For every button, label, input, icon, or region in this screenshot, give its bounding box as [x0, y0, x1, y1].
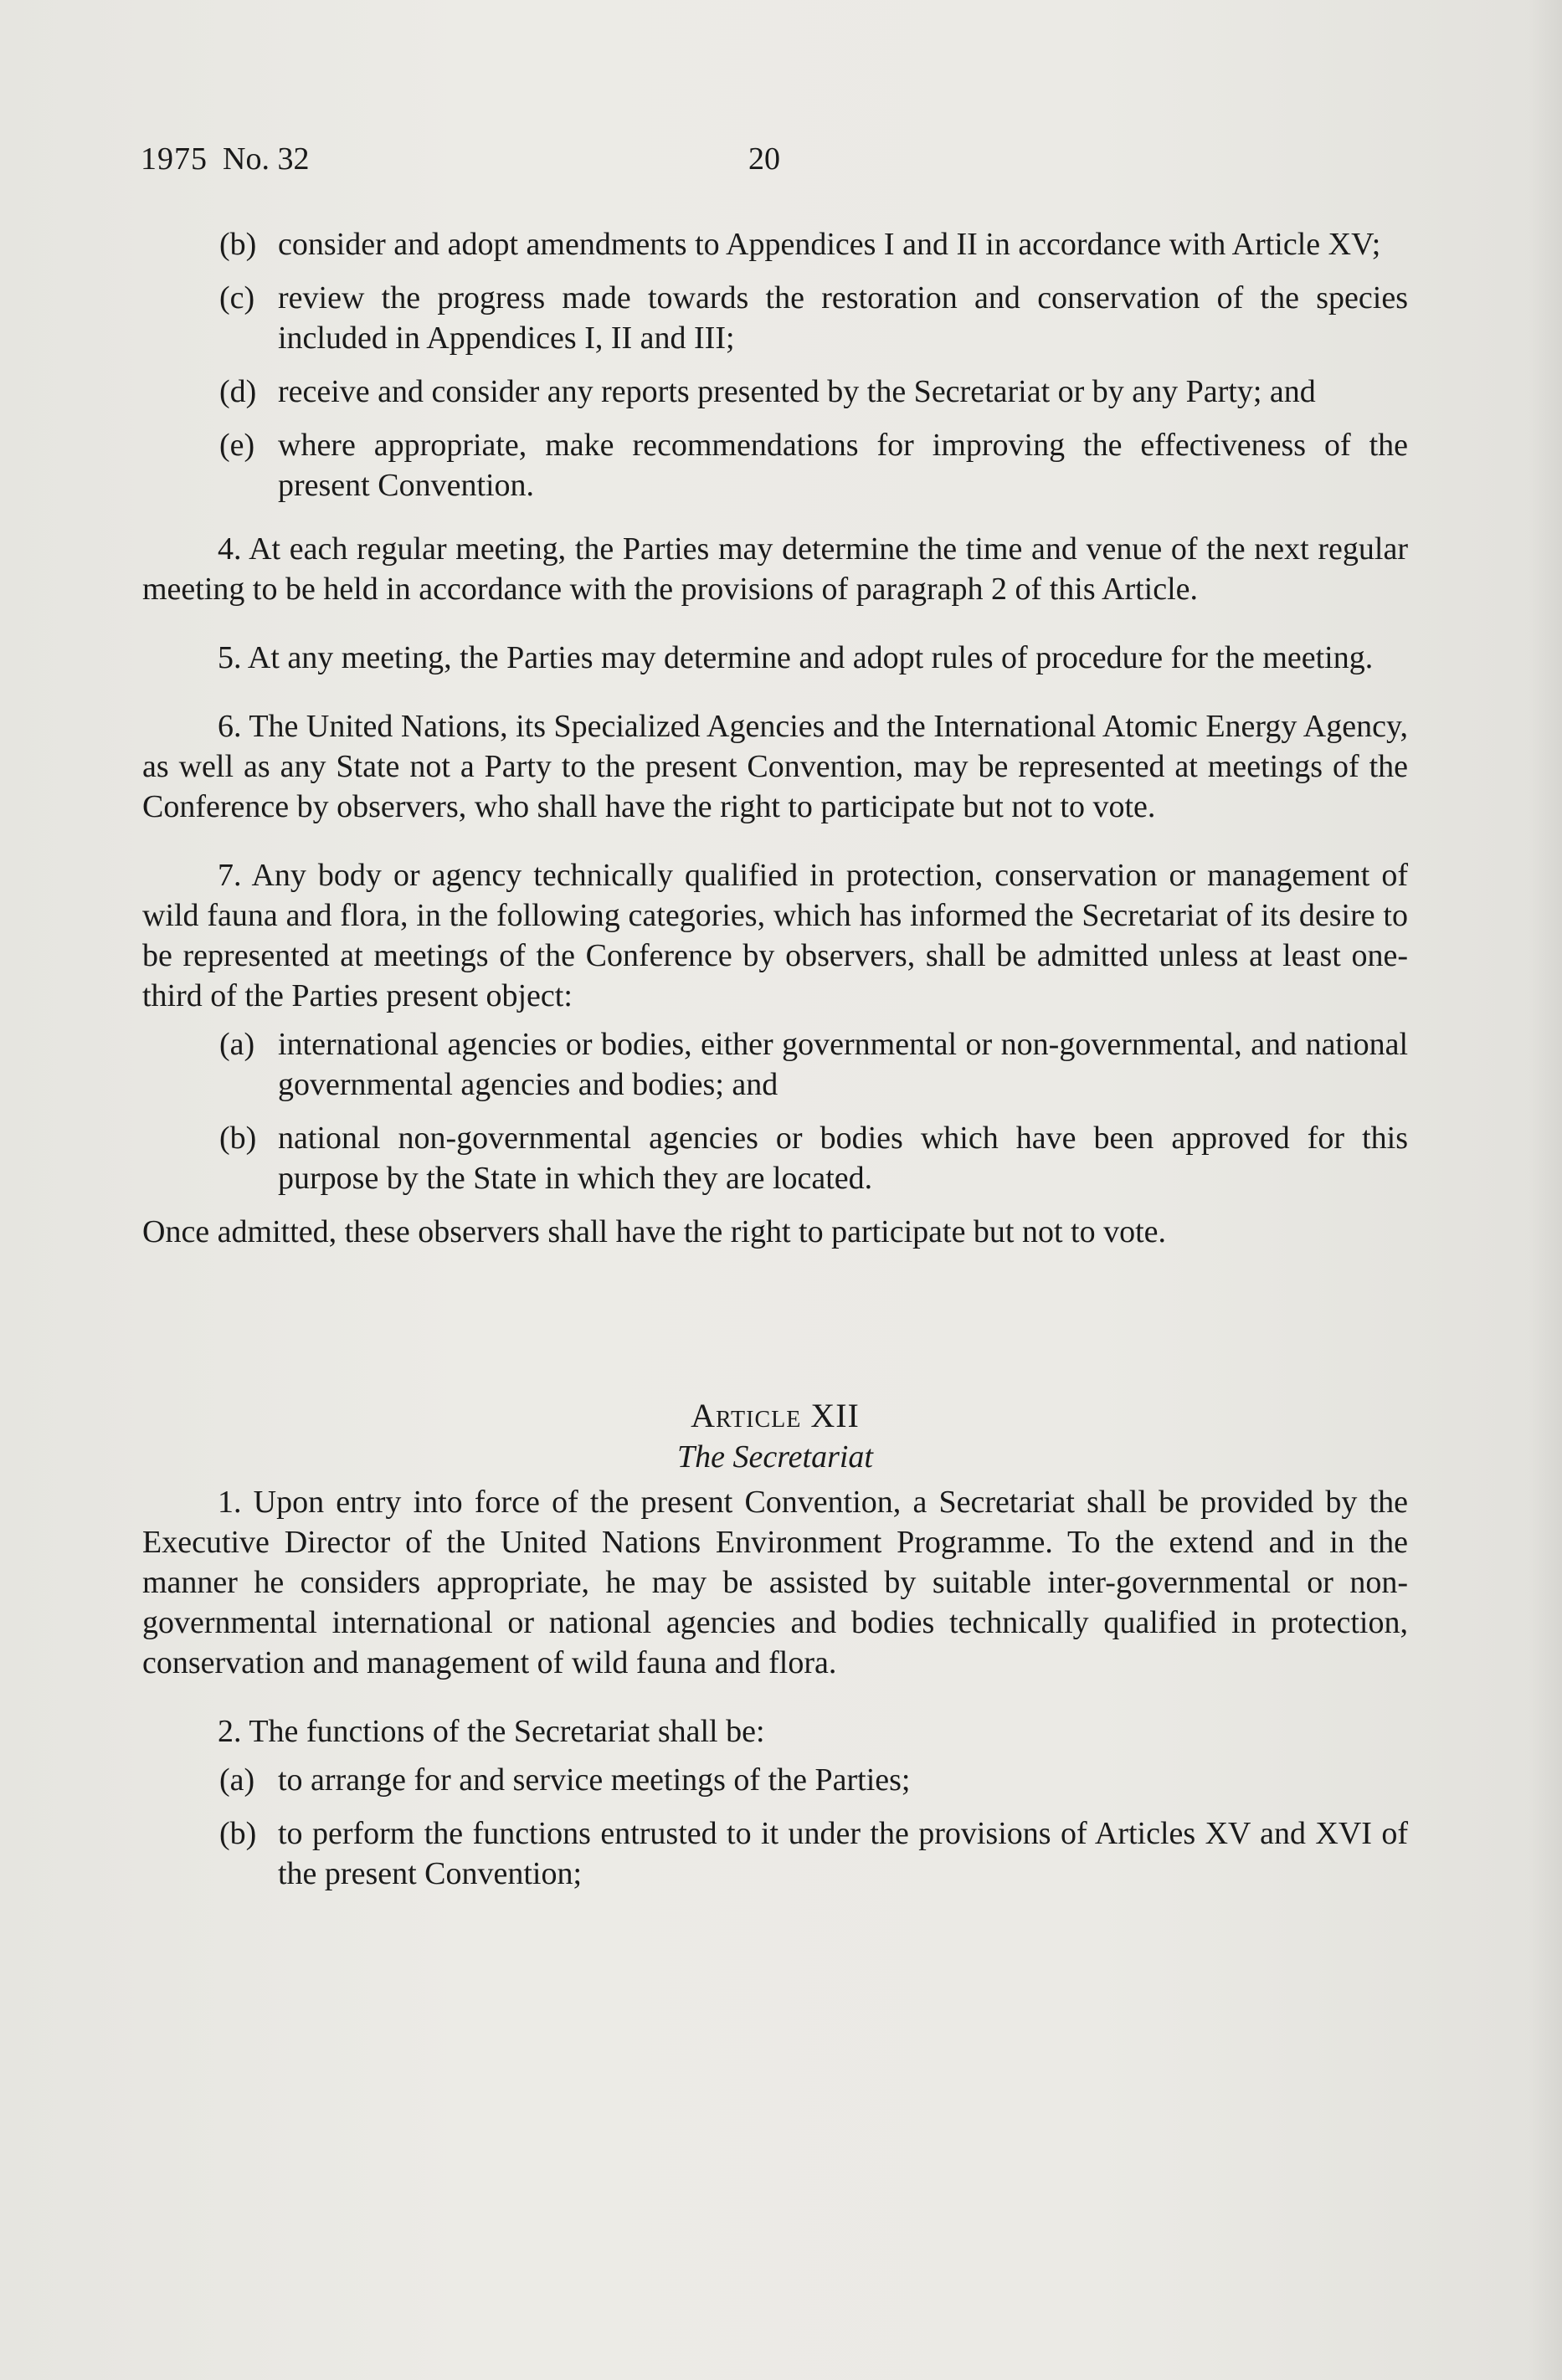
article-title: The Secretariat	[677, 1439, 873, 1475]
list-item	[142, 1813, 1408, 1894]
paragraph-7: 7. Any body or agency technically qualified in protection, conservation or management of wild fauna and flora, in the following categories, which has informed the Secretariat of its desire to be represented at meetings of the Conference by observers, shall be admitted unless at least one-third of the Parties present object:	[142, 858, 1408, 1013]
document-body	[142, 219, 1408, 1907]
paragraph-7-list	[142, 1024, 1408, 1198]
list-item-text: national non-governmental agencies or bodies which have been approved for this purpose by the State in which they are located.	[278, 1121, 1408, 1196]
paragraph-5: 5. At any meeting, the Parties may determine and adopt rules of procedure for the meeting.	[218, 640, 1374, 675]
page-number: 20	[748, 141, 780, 177]
list-item-label: (b)	[219, 1121, 257, 1156]
list-item	[142, 1024, 1408, 1105]
list-item-label: (a)	[219, 1027, 255, 1062]
top-list	[142, 224, 1408, 505]
header-number: No. 32	[223, 141, 310, 177]
header-year: 1975	[141, 141, 208, 177]
list-item-text: international agencies or bodies, either governmental or non-governmental, and national governmental agencies and bodies; and	[278, 1027, 1408, 1102]
paragraph-6: 6. The United Nations, its Specialized Agencies and the International Atomic Energy Agency, as well as any State not a Party to the present Convention, may be represented at meetings of the Conference by observers, who shall have the right to participate but not to vote.	[142, 709, 1408, 824]
closing-line: Once admitted, these observers shall have the right to participate but not to vote.	[142, 1214, 1167, 1249]
list-item	[142, 278, 1408, 358]
article-paragraph-1: 1. Upon entry into force of the present Convention, a Secretariat shall be provided by the Executive Director of the United Nations Environment Programme. To the extend and in the manner he considers appropriate, he may be assisted by suitable inter-governmental or non-governmental international or national agencies and bodies technically qualified in protection, conservation and management of wild fauna and flora.	[142, 1485, 1408, 1680]
list-item-label: (e)	[219, 428, 255, 463]
list-item-text: to arrange for and service meetings of the Parties;	[278, 1762, 911, 1798]
list-item-text: to perform the functions entrusted to it under the provisions of Articles XV and XVI of the present Convention;	[278, 1816, 1408, 1891]
article-list	[142, 1760, 1408, 1894]
list-item	[142, 224, 1408, 264]
list-item-text: where appropriate, make recommendations for improving the effectiveness of the present Convention.	[278, 428, 1408, 503]
list-item-text: receive and consider any reports presented by the Secretariat or by any Party; and	[278, 374, 1316, 409]
list-item-text: consider and adopt amendments to Appendices I and II in accordance with Article XV;	[278, 227, 1381, 262]
list-item	[142, 425, 1408, 505]
list-item-label: (d)	[219, 374, 257, 409]
article-heading	[142, 1396, 1408, 1437]
list-item	[142, 1760, 1408, 1800]
list-item	[142, 1118, 1408, 1198]
article-paragraph-2: 2. The functions of the Secretariat shall be:	[218, 1714, 765, 1749]
list-item-label: (b)	[219, 227, 257, 262]
article-number: Article XII	[691, 1397, 860, 1434]
list-item-label: (c)	[219, 280, 255, 315]
list-item-text: review the progress made towards the restoration and conservation of the species included in Appendices I, II and III;	[278, 280, 1408, 356]
paragraph-4: 4. At each regular meeting, the Parties may determine the time and venue of the next regular meeting to be held in accordance with the provisions of paragraph 2 of this Article.	[142, 531, 1408, 607]
list-item-label: (a)	[219, 1762, 255, 1798]
page-header	[141, 141, 780, 177]
list-item-label: (b)	[219, 1816, 257, 1851]
list-item	[142, 372, 1408, 412]
